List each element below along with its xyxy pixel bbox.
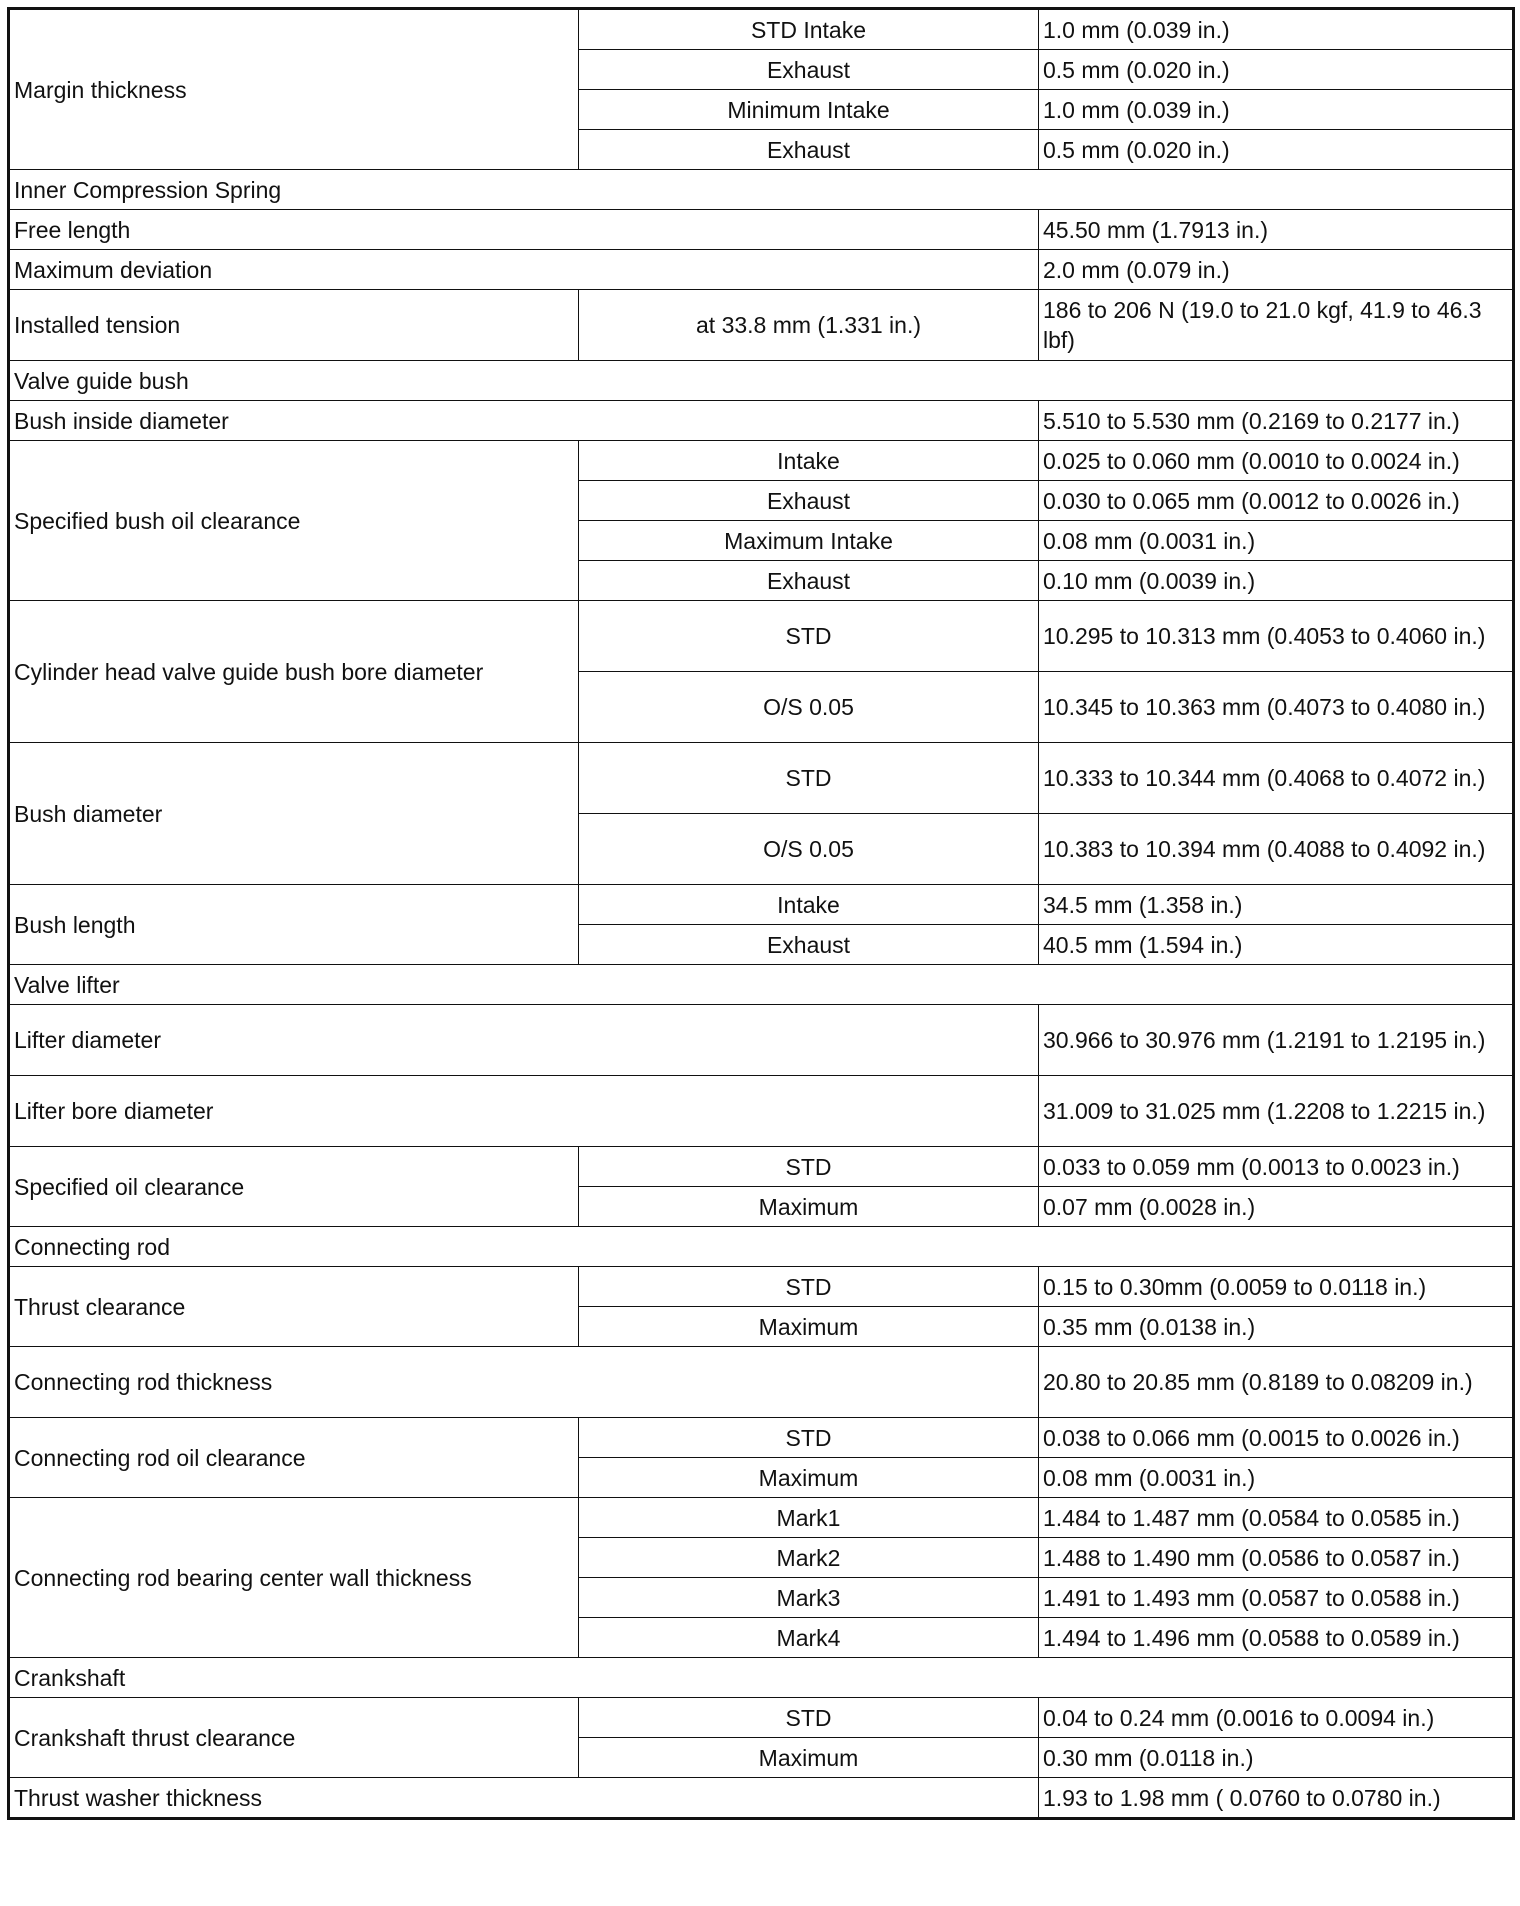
item-label-crank-thrust-clearance: Crankshaft thrust clearance	[9, 1698, 579, 1778]
value-cell: 0.35 mm (0.0138 in.)	[1039, 1307, 1514, 1347]
table-row	[9, 1698, 1514, 1738]
item-label-rod-oil-clearance: Connecting rod oil clearance	[9, 1418, 579, 1498]
condition-cell: Mark3	[579, 1578, 1039, 1618]
table-row	[9, 401, 1514, 441]
section-header-inner-spring: Inner Compression Spring	[9, 170, 1514, 210]
value-cell: 31.009 to 31.025 mm (1.2208 to 1.2215 in.)	[1039, 1076, 1514, 1147]
table-row	[9, 250, 1514, 290]
value-cell: 0.10 mm (0.0039 in.)	[1039, 561, 1514, 601]
table-row	[9, 885, 1514, 925]
item-label-bush-bore-diameter: Cylinder head valve guide bush bore diameter	[9, 601, 579, 743]
item-label-rod-thrust-clearance: Thrust clearance	[9, 1267, 579, 1347]
item-label-bush-diameter: Bush diameter	[9, 743, 579, 885]
item-label-free-length: Free length	[9, 210, 1039, 250]
section-row	[9, 170, 1514, 210]
table-row	[9, 9, 1514, 50]
value-cell: 2.0 mm (0.079 in.)	[1039, 250, 1514, 290]
condition-cell: Mark4	[579, 1618, 1039, 1658]
value-cell: 10.345 to 10.363 mm (0.4073 to 0.4080 in.)	[1039, 672, 1514, 743]
table-row	[9, 210, 1514, 250]
value-cell: 0.5 mm (0.020 in.)	[1039, 50, 1514, 90]
condition-cell: Maximum	[579, 1738, 1039, 1778]
item-label-bush-oil-clearance: Specified bush oil clearance	[9, 441, 579, 601]
condition-cell: at 33.8 mm (1.331 in.)	[579, 290, 1039, 361]
condition-cell: Exhaust	[579, 561, 1039, 601]
value-cell: 10.295 to 10.313 mm (0.4053 to 0.4060 in.)	[1039, 601, 1514, 672]
table-row	[9, 1347, 1514, 1418]
condition-cell: STD	[579, 1418, 1039, 1458]
section-row	[9, 361, 1514, 401]
condition-cell: O/S 0.05	[579, 814, 1039, 885]
condition-cell: Exhaust	[579, 130, 1039, 170]
value-cell: 186 to 206 N (19.0 to 21.0 kgf, 41.9 to 46.3 lbf)	[1039, 290, 1514, 361]
value-cell: 34.5 mm (1.358 in.)	[1039, 885, 1514, 925]
condition-cell: Maximum	[579, 1307, 1039, 1347]
condition-cell: STD	[579, 1267, 1039, 1307]
condition-cell: Maximum Intake	[579, 521, 1039, 561]
value-cell: 0.07 mm (0.0028 in.)	[1039, 1187, 1514, 1227]
table-row	[9, 601, 1514, 672]
value-cell: 10.383 to 10.394 mm (0.4088 to 0.4092 in.)	[1039, 814, 1514, 885]
value-cell: 45.50 mm (1.7913 in.)	[1039, 210, 1514, 250]
table-row	[9, 1076, 1514, 1147]
value-cell: 30.966 to 30.976 mm (1.2191 to 1.2195 in.)	[1039, 1005, 1514, 1076]
condition-cell: Exhaust	[579, 925, 1039, 965]
value-cell: 20.80 to 20.85 mm (0.8189 to 0.08209 in.)	[1039, 1347, 1514, 1418]
condition-cell: Mark2	[579, 1538, 1039, 1578]
value-cell: 0.025 to 0.060 mm (0.0010 to 0.0024 in.)	[1039, 441, 1514, 481]
condition-cell: Maximum	[579, 1187, 1039, 1227]
item-label-bush-inside-diameter: Bush inside diameter	[9, 401, 1039, 441]
section-row	[9, 1227, 1514, 1267]
value-cell: 10.333 to 10.344 mm (0.4068 to 0.4072 in.)	[1039, 743, 1514, 814]
condition-cell: STD	[579, 601, 1039, 672]
table-row	[9, 1147, 1514, 1187]
value-cell: 1.93 to 1.98 mm ( 0.0760 to 0.0780 in.)	[1039, 1778, 1514, 1819]
condition-cell: O/S 0.05	[579, 672, 1039, 743]
section-row	[9, 1658, 1514, 1698]
table-row	[9, 743, 1514, 814]
value-cell: 40.5 mm (1.594 in.)	[1039, 925, 1514, 965]
table-row	[9, 1267, 1514, 1307]
condition-cell: Intake	[579, 885, 1039, 925]
value-cell: 0.08 mm (0.0031 in.)	[1039, 521, 1514, 561]
value-cell: 0.30 mm (0.0118 in.)	[1039, 1738, 1514, 1778]
section-header-valve-guide-bush: Valve guide bush	[9, 361, 1514, 401]
condition-cell: STD	[579, 1147, 1039, 1187]
table-row	[9, 441, 1514, 481]
table-row	[9, 1498, 1514, 1538]
item-label-lifter-diameter: Lifter diameter	[9, 1005, 1039, 1076]
item-label-bush-length: Bush length	[9, 885, 579, 965]
value-cell: 5.510 to 5.530 mm (0.2169 to 0.2177 in.)	[1039, 401, 1514, 441]
value-cell: 0.08 mm (0.0031 in.)	[1039, 1458, 1514, 1498]
table-row	[9, 290, 1514, 361]
item-label-max-deviation: Maximum deviation	[9, 250, 1039, 290]
value-cell: 1.484 to 1.487 mm (0.0584 to 0.0585 in.)	[1039, 1498, 1514, 1538]
table-row	[9, 1005, 1514, 1076]
value-cell: 0.5 mm (0.020 in.)	[1039, 130, 1514, 170]
item-label-bearing-wall-thickness: Connecting rod bearing center wall thickness	[9, 1498, 579, 1658]
condition-cell: Intake	[579, 441, 1039, 481]
table-row	[9, 1418, 1514, 1458]
condition-cell: STD Intake	[579, 9, 1039, 50]
item-label-installed-tension: Installed tension	[9, 290, 579, 361]
value-cell: 1.0 mm (0.039 in.)	[1039, 90, 1514, 130]
condition-cell: Minimum Intake	[579, 90, 1039, 130]
item-label-thrust-washer-thickness: Thrust washer thickness	[9, 1778, 1039, 1819]
condition-cell: STD	[579, 1698, 1039, 1738]
section-header-valve-lifter: Valve lifter	[9, 965, 1514, 1005]
spec-table	[7, 7, 1515, 1820]
value-cell: 1.491 to 1.493 mm (0.0587 to 0.0588 in.)	[1039, 1578, 1514, 1618]
table-row	[9, 1778, 1514, 1819]
condition-cell: Mark1	[579, 1498, 1039, 1538]
value-cell: 0.038 to 0.066 mm (0.0015 to 0.0026 in.)	[1039, 1418, 1514, 1458]
condition-cell: Exhaust	[579, 481, 1039, 521]
section-header-connecting-rod: Connecting rod	[9, 1227, 1514, 1267]
value-cell: 1.488 to 1.490 mm (0.0586 to 0.0587 in.)	[1039, 1538, 1514, 1578]
condition-cell: Exhaust	[579, 50, 1039, 90]
item-label-lifter-bore-diameter: Lifter bore diameter	[9, 1076, 1039, 1147]
value-cell: 1.494 to 1.496 mm (0.0588 to 0.0589 in.)	[1039, 1618, 1514, 1658]
value-cell: 0.04 to 0.24 mm (0.0016 to 0.0094 in.)	[1039, 1698, 1514, 1738]
condition-cell: STD	[579, 743, 1039, 814]
value-cell: 1.0 mm (0.039 in.)	[1039, 9, 1514, 50]
value-cell: 0.15 to 0.30mm (0.0059 to 0.0118 in.)	[1039, 1267, 1514, 1307]
condition-cell: Maximum	[579, 1458, 1039, 1498]
item-label-rod-thickness: Connecting rod thickness	[9, 1347, 1039, 1418]
value-cell: 0.033 to 0.059 mm (0.0013 to 0.0023 in.)	[1039, 1147, 1514, 1187]
section-header-crankshaft: Crankshaft	[9, 1658, 1514, 1698]
item-label-margin-thickness: Margin thickness	[9, 9, 579, 170]
section-row	[9, 965, 1514, 1005]
item-label-lifter-oil-clearance: Specified oil clearance	[9, 1147, 579, 1227]
value-cell: 0.030 to 0.065 mm (0.0012 to 0.0026 in.)	[1039, 481, 1514, 521]
